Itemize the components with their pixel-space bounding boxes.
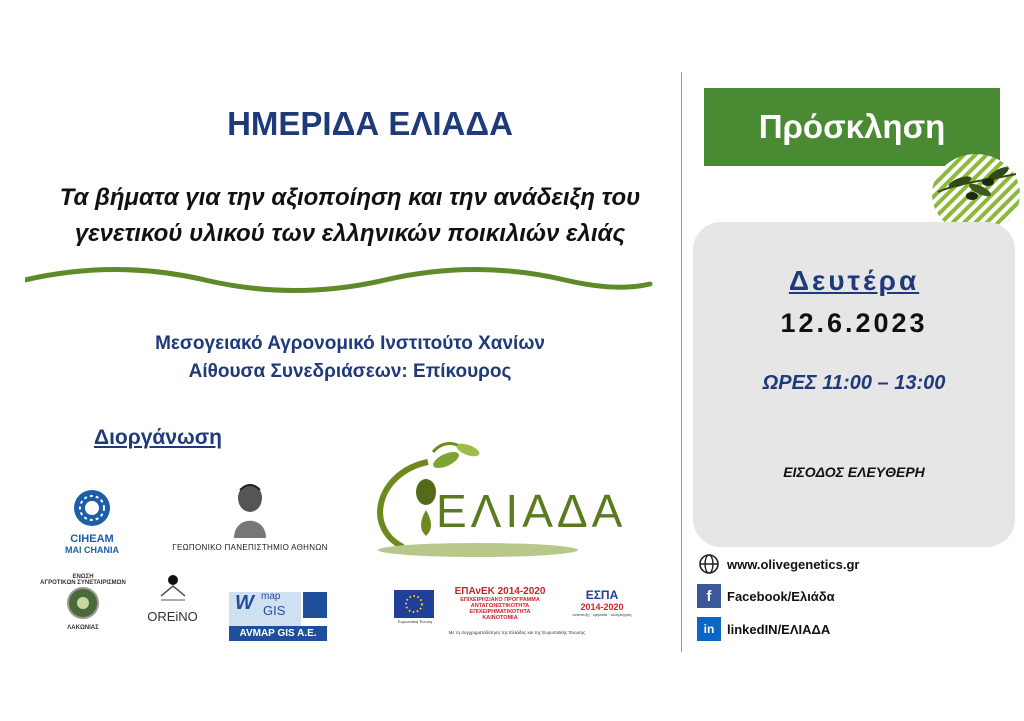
- organization-heading: Διοργάνωση: [94, 426, 222, 449]
- gpa-logo: [160, 480, 340, 555]
- epanek-title: ΕΠΑνΕΚ 2014-2020: [454, 586, 546, 597]
- epanek-sub-3: ΕΠΙΧΕΙΡΗΜΑΤΙΚΟΤΗΤΑ: [469, 609, 531, 615]
- facebook-icon: f: [697, 584, 721, 608]
- oreino-emblem-icon: [153, 574, 193, 604]
- espa-logo: [570, 588, 634, 617]
- avmap-gis-text: GIS: [263, 603, 286, 618]
- oreino-logo: [145, 574, 200, 634]
- union-logo: [38, 574, 128, 634]
- venue-line-2: Αίθουσα Συνεδριάσεων: Επίκουρος: [188, 361, 512, 382]
- website-link[interactable]: [697, 551, 859, 577]
- eliada-wordmark: ΕΛΙΑΔΑ: [436, 485, 627, 537]
- gpa-name: ΓΕΩΠΟΝΙΚΟ ΠΑΝΕΠΙΣΤΗΜΙΟ ΑΘΗΝΩΝ: [172, 543, 328, 552]
- union-emblem-icon: [63, 586, 103, 620]
- avmap-mark-icon: W: [235, 592, 254, 614]
- ciheam-subname: MAI CHANIA: [65, 545, 119, 555]
- event-date: 12.6.2023: [780, 308, 928, 338]
- linkedin-text[interactable]: linkedIN/ΕΛΙΑΔΑ: [727, 621, 831, 637]
- espa-years: 2014-2020: [580, 602, 624, 612]
- linkedin-link[interactable]: [697, 616, 830, 642]
- union-line-1: ΕΝΩΣΗ: [72, 574, 94, 580]
- portrait-bust-icon: [220, 480, 280, 538]
- venue-line-1: Μεσογειακό Αγρονομικό Ινστιτούτο Χανίων: [155, 333, 545, 354]
- eu-flag-icon: [394, 590, 434, 618]
- ciheam-logo: [52, 488, 132, 558]
- avmap-map-text: map: [261, 591, 281, 602]
- event-title: ΗΜΕΡΙΔΑ ΕΛΙΑΔΑ: [227, 105, 513, 142]
- avmap-logo: [229, 592, 327, 642]
- website-text[interactable]: www.olivegenetics.gr: [727, 556, 860, 572]
- eu-label: Ευρωπαϊκή Ένωση: [397, 619, 433, 624]
- venue: [70, 330, 630, 386]
- facebook-text[interactable]: Facebook/Ελιάδα: [727, 588, 835, 604]
- epanek-logo: [450, 586, 550, 621]
- funding-strip: [392, 586, 642, 636]
- ciheam-name: CIHEAM: [70, 533, 114, 545]
- wave-divider: [25, 262, 655, 302]
- ciheam-emblem-icon: [72, 488, 112, 528]
- cofunding-note: Με τη συγχρηματοδότηση της Ελλάδας και της Ευρωπαϊκής Ένωσης: [448, 630, 586, 635]
- event-subtitle: [10, 180, 690, 252]
- avmap-name: AVMAP GIS A.E.: [229, 626, 327, 641]
- linkedin-icon: in: [697, 617, 721, 641]
- globe-icon: [697, 552, 721, 576]
- event-day: Δευτέρα: [788, 265, 920, 296]
- epanek-sub-2: ΑΝΤΑΓΩΝΙΣΤΙΚΟΤΗΤΑ: [470, 603, 530, 609]
- facebook-link[interactable]: [697, 583, 835, 609]
- espa-tagline: ανάπτυξη · εργασία · αλληλεγγύη: [572, 612, 632, 617]
- event-hours: ΩΡΕΣ 11:00 – 13:00: [762, 372, 946, 394]
- subtitle-line-1: Τα βήματα για την αξιοποίηση και την ανάδειξη του: [59, 184, 641, 211]
- eliada-logo: [358, 432, 628, 562]
- union-line-2: ΑΓΡΟΤΙΚΩΝ ΣΥΝΕΤΑΙΡΙΣΜΩΝ: [40, 580, 126, 586]
- union-line-3: ΛΑΚΩΝΙΑΣ: [67, 625, 99, 631]
- column-divider: [681, 72, 682, 652]
- espa-title: ΕΣΠΑ: [585, 588, 619, 602]
- subtitle-line-2: γενετικού υλικού των ελληνικών ποικιλιών ελιάς: [74, 220, 626, 247]
- invitation-banner: Πρόσκληση: [704, 88, 1000, 166]
- epanek-sub-1: ΕΠΙΧΕΙΡΗΣΙΑΚΟ ΠΡΟΓΡΑΜΜΑ: [460, 597, 540, 603]
- epanek-sub-4: ΚΑΙΝΟΤΟΜΙΑ: [482, 615, 518, 621]
- free-entry: ΕΙΣΟΔΟΣ ΕΛΕΥΘΕΡΗ: [783, 464, 925, 480]
- oreino-wordmark: OREiNO: [147, 609, 198, 624]
